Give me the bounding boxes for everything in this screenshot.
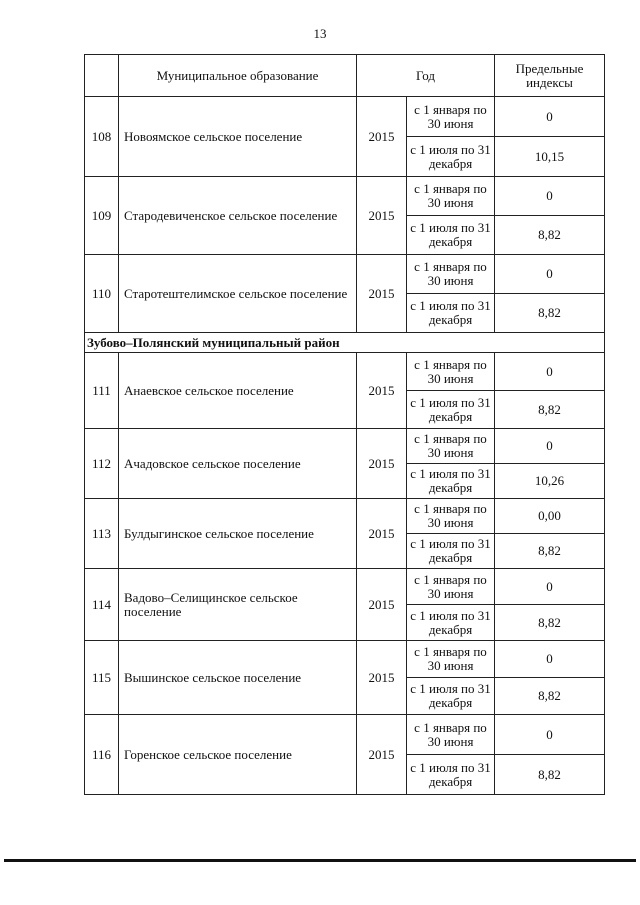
header-num: [85, 55, 119, 97]
period-first-half: с 1 января по 30 июня: [407, 715, 495, 755]
table-row: [85, 569, 605, 605]
municipality-name: Вышинское сельское поселение: [119, 641, 357, 715]
period-second-half: с 1 июля по 31 декабря: [407, 678, 495, 715]
row-number: 109: [85, 177, 119, 255]
row-number: 108: [85, 97, 119, 177]
period-second-half: с 1 июля по 31 декабря: [407, 534, 495, 569]
period-first-half: с 1 января по 30 июня: [407, 429, 495, 464]
period-first-half: с 1 января по 30 июня: [407, 177, 495, 216]
table-row: [85, 97, 605, 137]
table-row: [85, 353, 605, 391]
municipality-name: Вадово–Селищинское сельское поселение: [119, 569, 357, 641]
year-cell: 2015: [357, 255, 407, 333]
table-row: [85, 255, 605, 294]
year-cell: 2015: [357, 177, 407, 255]
table-row: [85, 641, 605, 678]
index-first-half: 0: [495, 97, 605, 137]
year-cell: 2015: [357, 499, 407, 569]
year-cell: 2015: [357, 353, 407, 429]
page-number: 13: [313, 26, 327, 41]
municipality-name: Стародевиченское сельское поселение: [119, 177, 357, 255]
index-first-half: 0: [495, 353, 605, 391]
municipality-name: Ачадовское сельское поселение: [119, 429, 357, 499]
period-first-half: с 1 января по 30 июня: [407, 641, 495, 678]
municipality-name: Булдыгинское сельское поселение: [119, 499, 357, 569]
region-row: [85, 333, 605, 353]
index-first-half: 0,00: [495, 499, 605, 534]
index-first-half: 0: [495, 641, 605, 678]
header-row: [85, 55, 605, 97]
year-cell: 2015: [357, 429, 407, 499]
header-year: Год: [357, 55, 495, 97]
row-number: 113: [85, 499, 119, 569]
municipality-name: Новоямское сельское поселение: [119, 97, 357, 177]
index-first-half: 0: [495, 429, 605, 464]
period-first-half: с 1 января по 30 июня: [407, 499, 495, 534]
year-cell: 2015: [357, 569, 407, 641]
row-number: 115: [85, 641, 119, 715]
row-number: 116: [85, 715, 119, 795]
municipality-name: Горенское сельское поселение: [119, 715, 357, 795]
table-row: [85, 429, 605, 464]
index-first-half: 0: [495, 255, 605, 294]
period-first-half: с 1 января по 30 июня: [407, 97, 495, 137]
row-number: 112: [85, 429, 119, 499]
region-title: Зубово–Полянский муниципальный район: [85, 333, 605, 353]
header-index: Предельные индексы: [495, 55, 605, 97]
row-number: 111: [85, 353, 119, 429]
table-row: [85, 177, 605, 216]
page-bottom-rule: [4, 859, 636, 862]
index-second-half: 8,82: [495, 294, 605, 333]
index-second-half: 8,82: [495, 216, 605, 255]
tariff-index-table: [84, 54, 605, 795]
municipality-name: Старотештелимское сельское поселение: [119, 255, 357, 333]
index-second-half: 8,82: [495, 678, 605, 715]
index-second-half: 10,26: [495, 464, 605, 499]
index-first-half: 0: [495, 177, 605, 216]
table-row: [85, 499, 605, 534]
index-second-half: 8,82: [495, 534, 605, 569]
table-row: [85, 715, 605, 755]
period-second-half: с 1 июля по 31 декабря: [407, 464, 495, 499]
period-first-half: с 1 января по 30 июня: [407, 255, 495, 294]
index-second-half: 10,15: [495, 137, 605, 177]
period-second-half: с 1 июля по 31 декабря: [407, 137, 495, 177]
index-second-half: 8,82: [495, 605, 605, 641]
municipality-name: Анаевское сельское поселение: [119, 353, 357, 429]
index-first-half: 0: [495, 715, 605, 755]
row-number: 110: [85, 255, 119, 333]
period-second-half: с 1 июля по 31 декабря: [407, 391, 495, 429]
period-first-half: с 1 января по 30 июня: [407, 569, 495, 605]
year-cell: 2015: [357, 641, 407, 715]
period-second-half: с 1 июля по 31 декабря: [407, 605, 495, 641]
index-second-half: 8,82: [495, 755, 605, 795]
header-municipality: Муниципальное образование: [119, 55, 357, 97]
year-cell: 2015: [357, 715, 407, 795]
period-second-half: с 1 июля по 31 декабря: [407, 755, 495, 795]
index-second-half: 8,82: [495, 391, 605, 429]
index-first-half: 0: [495, 569, 605, 605]
period-second-half: с 1 июля по 31 декабря: [407, 294, 495, 333]
year-cell: 2015: [357, 97, 407, 177]
period-first-half: с 1 января по 30 июня: [407, 353, 495, 391]
row-number: 114: [85, 569, 119, 641]
period-second-half: с 1 июля по 31 декабря: [407, 216, 495, 255]
